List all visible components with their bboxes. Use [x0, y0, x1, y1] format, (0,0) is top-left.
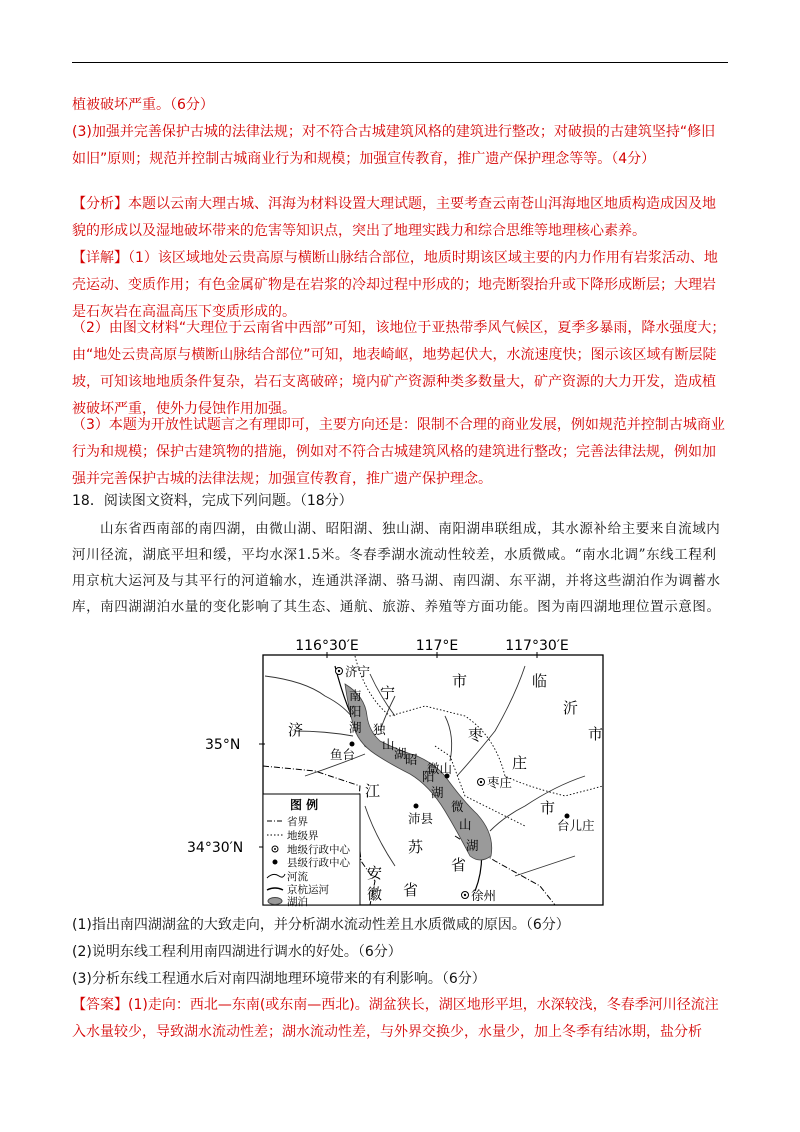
svg-text:济: 济 — [288, 721, 304, 739]
analysis-paragraph — [72, 191, 728, 245]
lon-label-3: 117°30′E — [505, 638, 569, 654]
answer-text: (1)走向：西北—东南(或东南—西北)。湖盆狭长，湖区地形平坦，水深较浅，冬春季河川径流注入水量较少，导致湖水流动性差；湖水流动性差，与外界交换少，水量少，加上冬季有结冰期，盐分析 — [72, 997, 719, 1040]
svg-text:河流: 河流 — [287, 871, 308, 883]
prev-answer-line: 植被破坏严重。（6分） — [72, 97, 214, 113]
svg-text:图 例: 图 例 — [290, 798, 319, 812]
svg-text:湖: 湖 — [394, 746, 407, 761]
svg-text:江: 江 — [365, 782, 381, 800]
header-rule — [72, 62, 728, 63]
map-legend — [263, 794, 360, 908]
detail-paragraph-3: （3）本题为开放性试题言之有理即可，主要方向还是：限制不合理的商业发展，例如规范并控制古城商业行为和规模；保护古建筑物的措施，例如对不符合古城建筑风格的建筑进行整改；完善法律法规，例如加强并完善保护古城的法律法规；加强宣传教育，推广遗产保护理念。 — [72, 417, 725, 487]
analysis-tag: 【分析】 — [72, 196, 128, 212]
detail-tag: 【详解】 — [72, 250, 128, 266]
svg-text:阳: 阳 — [349, 704, 362, 719]
svg-text:京杭运河: 京杭运河 — [287, 884, 329, 896]
svg-text:临: 临 — [532, 672, 548, 690]
svg-text:市: 市 — [540, 799, 556, 817]
svg-text:湖: 湖 — [431, 785, 444, 800]
svg-text:徐州: 徐州 — [471, 888, 497, 903]
detail-paragraph-2: （2）由图文材料“大理位于云南省中西部”可知，该地位于亚热带季风气候区，夏季多暴雨，降水强度大；由“地处云贵高原与横断山脉结合部位”可知，地表崎岖，地势起伏大，水流速度快；图示该区域有断层陡坡，可知该地地质条件复杂，岩石支离破碎；境内矿产资源种类多数量大，矿产资源的大力开发，造成植被破坏严重，使外力侵蚀作用加强。 — [72, 320, 726, 417]
svg-text:庄: 庄 — [512, 754, 528, 772]
svg-text:独: 独 — [373, 722, 386, 737]
svg-text:徽: 徽 — [367, 885, 383, 903]
svg-text:山: 山 — [382, 737, 395, 752]
question-18-2: (2)说明东线工程利用南四湖进行调水的好处。（6分） — [72, 944, 402, 960]
svg-text:山: 山 — [459, 817, 472, 832]
detail-text-1: （1）该区域地处云贵高原与横断山脉结合部位，地质时期该区域主要的内力作用有岩浆活动、地壳运动、变质作用；有色金属矿物是在岩浆的冷却过程中形成的；地壳断裂抬升或下降形成断层；大理岩是石灰岩在高温高压下变质形成的。 — [72, 250, 718, 320]
svg-text:湖: 湖 — [466, 838, 479, 853]
svg-text:沂: 沂 — [563, 699, 579, 717]
svg-text:县级行政中心: 县级行政中心 — [287, 857, 350, 869]
svg-text:苏: 苏 — [408, 838, 424, 856]
svg-text:宁: 宁 — [380, 684, 396, 702]
svg-text:安: 安 — [367, 864, 383, 882]
lat-label-1: 35°N — [205, 737, 241, 753]
svg-text:沛县: 沛县 — [408, 811, 434, 826]
answer-tag: 【答案】 — [72, 997, 128, 1013]
svg-text:微: 微 — [451, 799, 464, 814]
svg-text:鱼台: 鱼台 — [330, 747, 356, 762]
svg-text:省界: 省界 — [287, 816, 308, 828]
question-18-header: 18．阅读图文资料，完成下列问题。（18分） — [72, 493, 353, 509]
svg-text:市: 市 — [452, 672, 468, 690]
svg-text:微山: 微山 — [427, 761, 453, 776]
nansi-lake-map — [187, 636, 615, 908]
lon-label-2: 117°E — [415, 638, 459, 654]
analysis-text: 本题以云南大理古城、洱海为材料设置大理试题，主要考查云南苍山洱海地区地质构造成因及地貌的形成以及湿地破坏带来的危害等知识点，突出了地理实践力和综合思维等地理核心素养。 — [72, 196, 716, 239]
svg-text:台儿庄: 台儿庄 — [557, 818, 595, 833]
svg-text:市: 市 — [588, 725, 604, 743]
question-18-1: (1)指出南四湖湖盆的大致走向，并分析湖水流动性差且水质微咸的原因。（6分） — [72, 917, 570, 933]
svg-text:地级界: 地级界 — [287, 830, 319, 842]
lon-label-1: 116°30′E — [295, 638, 359, 654]
question-18-material: 山东省西南部的南四湖，由微山湖、昭阳湖、独山湖、南阳湖串联组成，其水源补给主要来自流域内河川径流，湖底平坦和缓，平均水深1.5米。冬春季湖水流动性较差，水质微咸。“南水北调”东线工程利用京杭大运河及与其平行的河道输水，连通洪泽湖、骆马湖、南四湖、东平湖，并将这些湖泊作为调蓄水库，南四湖湖泊水量的变化影响了其生态、通航、旅游、养殖等方面功能。图为南四湖地理位置示意图。 — [72, 521, 721, 615]
svg-text:南: 南 — [349, 688, 362, 703]
svg-text:省: 省 — [403, 881, 419, 899]
svg-text:枣庄: 枣庄 — [487, 775, 513, 790]
question-18-3: (3)分析东线工程通水后对南四湖地理环境带来的有利影响。（6分） — [72, 971, 486, 987]
svg-text:湖泊: 湖泊 — [287, 896, 308, 908]
svg-text:地级行政中心: 地级行政中心 — [287, 844, 350, 856]
svg-text:昭: 昭 — [405, 752, 418, 767]
svg-text:湖: 湖 — [349, 720, 362, 735]
svg-text:济宁: 济宁 — [345, 664, 371, 679]
prev-answer-item3: (3)加强并完善保护古城的法律法规；对不符合古城建筑风格的建筑进行整改；对破损的古建筑坚持“修旧如旧”原则；规范并控制古城商业行为和规模；加强宣传教育，推广遗产保护理念等等。（4分） — [72, 124, 716, 167]
detail-paragraph-1 — [72, 245, 728, 326]
lat-label-2: 34°30′N — [187, 840, 244, 856]
svg-text:阳: 阳 — [422, 769, 435, 784]
svg-text:枣: 枣 — [468, 726, 484, 744]
svg-text:省: 省 — [451, 856, 467, 874]
answer-18-paragraph — [72, 992, 728, 1046]
